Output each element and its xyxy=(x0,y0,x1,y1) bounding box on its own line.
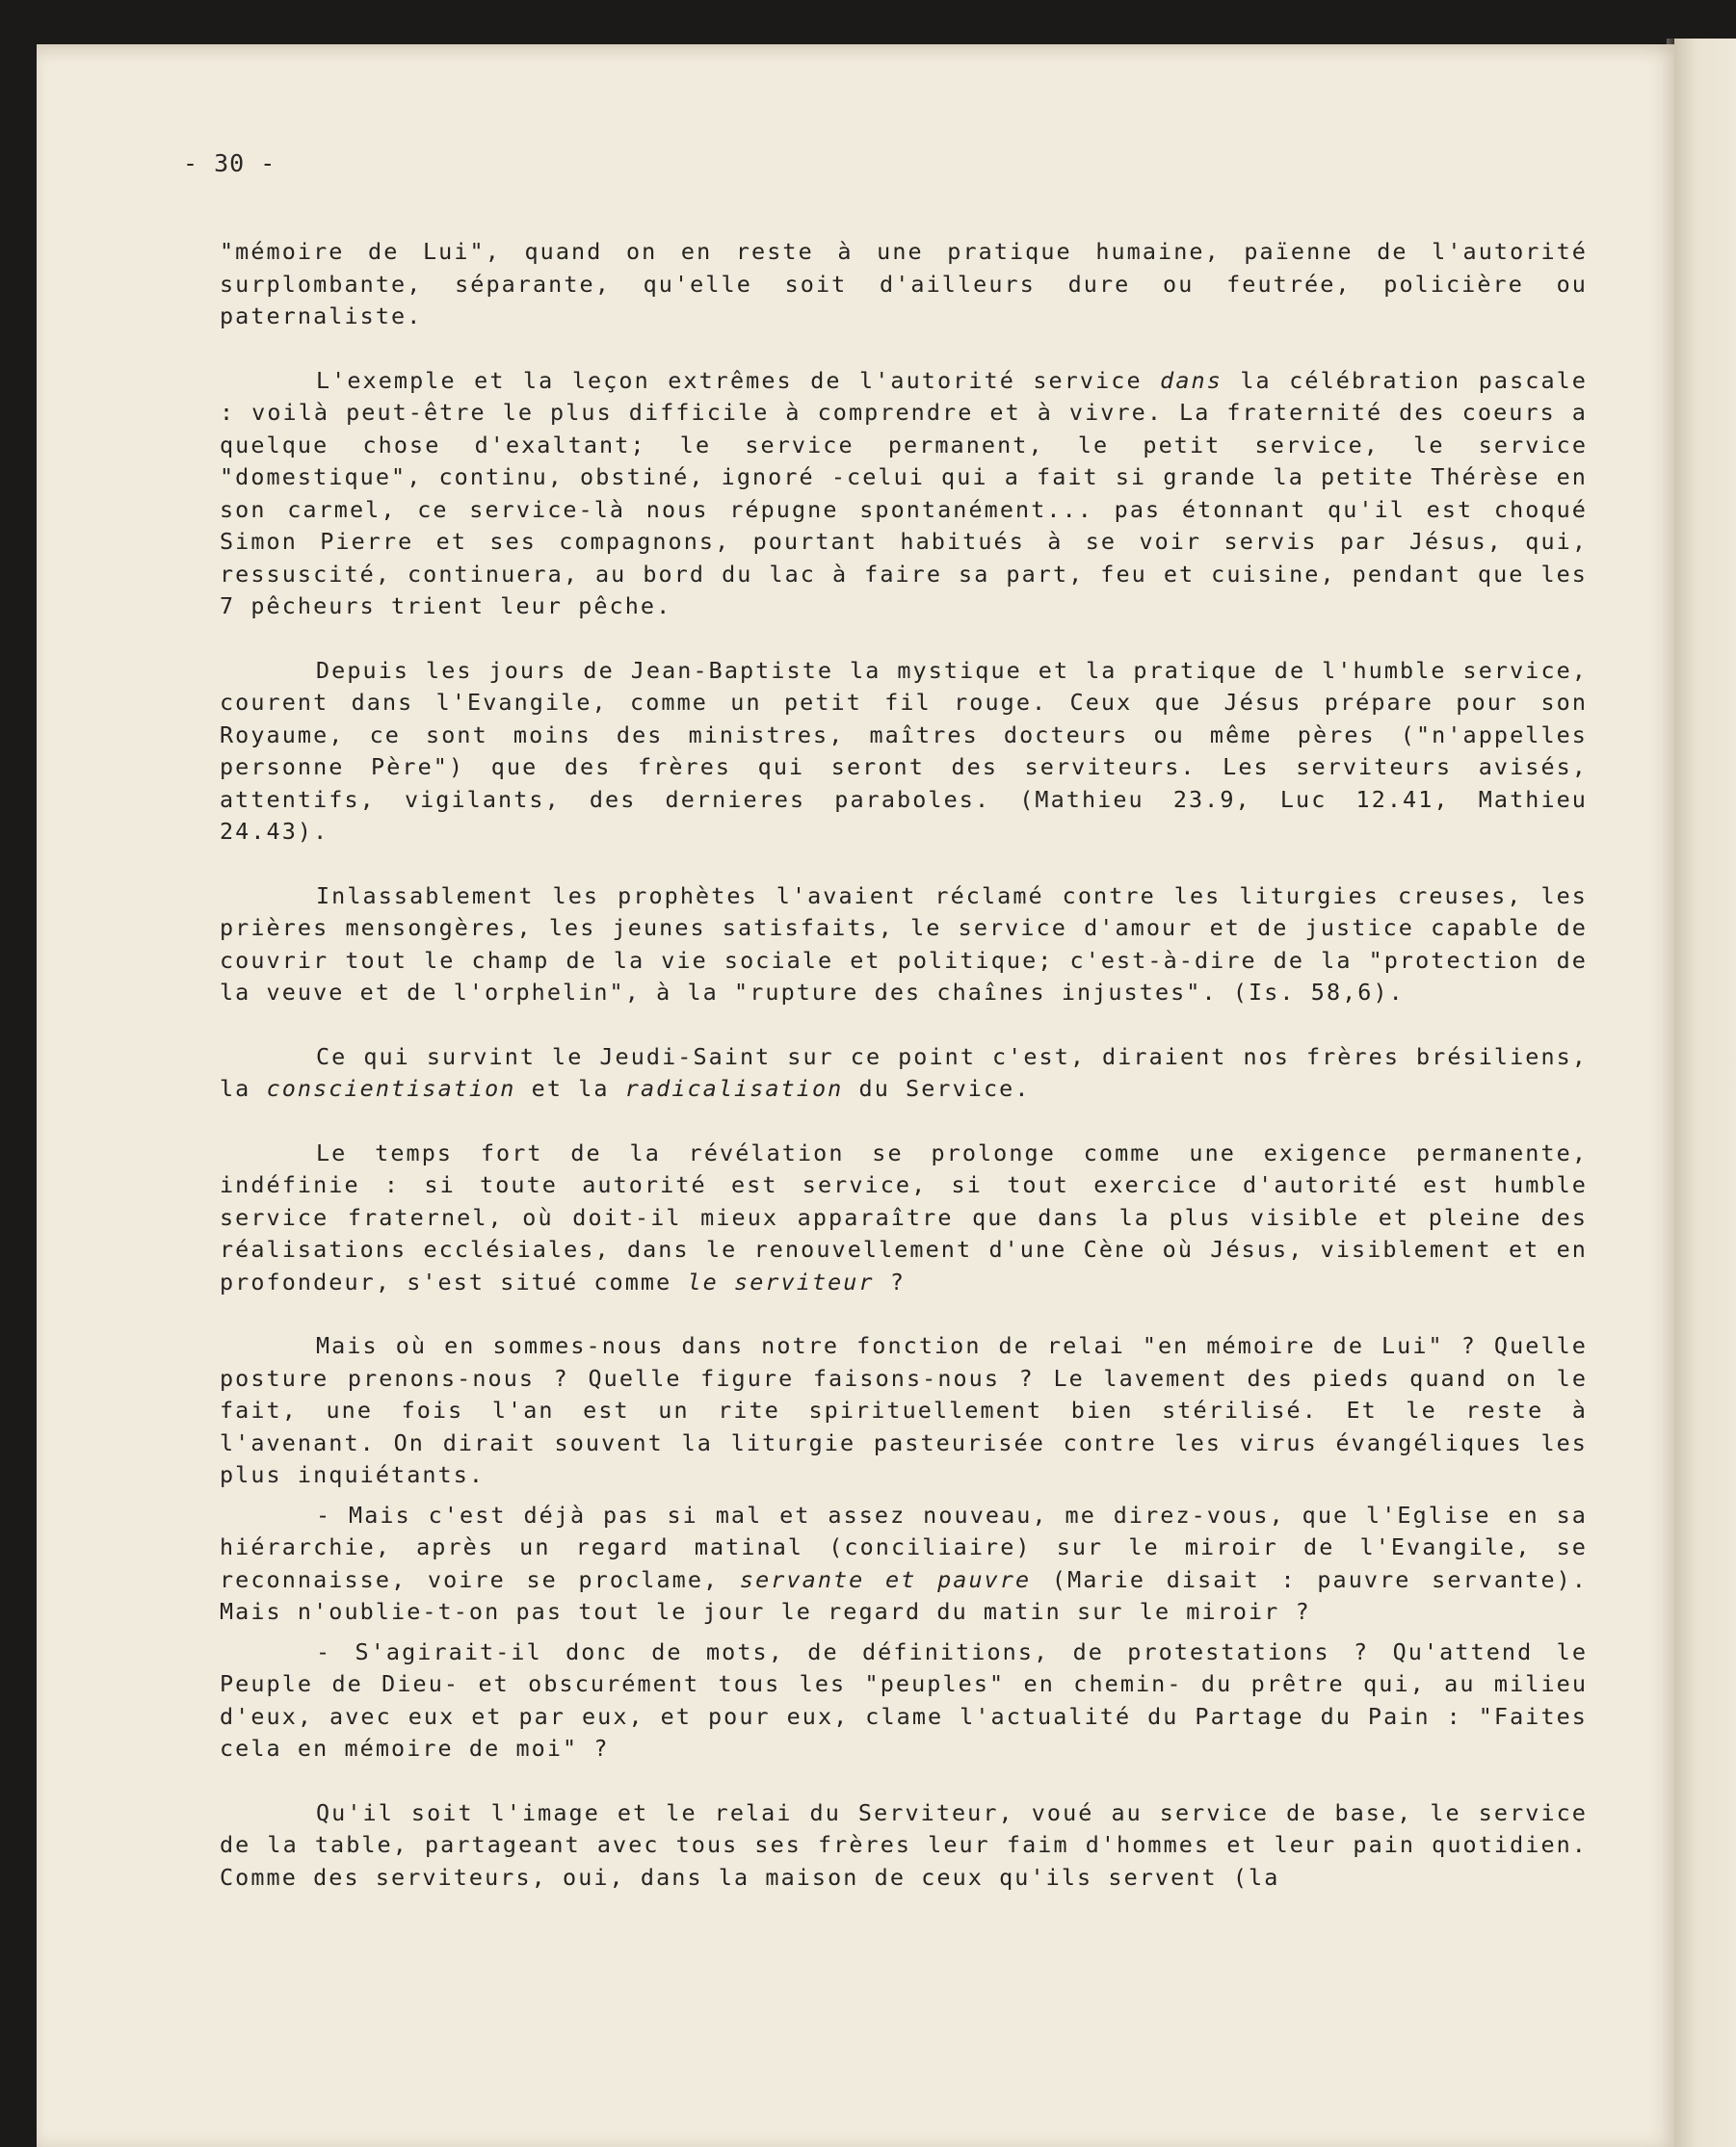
paragraph-4: Inlassablement les prophètes l'avaient réclamé contre les liturgies creuses, les prières mensongères, les jeunes satisfaits, le service d'amour et de justice capable de couvrir tout le champ de la vie sociale et politique; c'est-à-dire de la "protection de la veuve et de l'orphelin", à la "rupture des chaînes injustes". (Is. 58,6). xyxy=(220,881,1588,1006)
paragraph-1: "mémoire de Lui", quand on en reste à une pratique humaine, païenne de l'autorité surplombante, séparante, qu'elle soit d'ailleurs dure ou feutrée, policière ou paternaliste. xyxy=(220,238,1588,329)
paragraph-10: Qu'il soit l'image et le relai du Serviteur, voué au service de base, le service de la table, partageant avec tous ses frères leur faim d'hommes et leur pain quotidien. Comme des serviteurs, oui, dans la maison de ceux qu'ils servent (la xyxy=(220,1798,1588,1891)
paragraph-7: Mais où en sommes-nous dans notre fonction de relai "en mémoire de Lui" ? Quelle posture prenons-nous ? Quelle figure faisons-nous ? Le lavement des pieds quand on le fait, une fois l'an est un rite spirituellement bien stérilisé. Et le reste à l'avenant. On dirait souvent la liturgie pasteurisée contre les virus évangéliques les plus inquiétants. xyxy=(220,1332,1588,1488)
page-number: - 30 - xyxy=(183,149,276,177)
facing-page-edge xyxy=(1674,39,1736,2147)
paragraph-5: Ce qui survint le Jeudi-Saint sur ce point c'est, diraient nos frères brésiliens, la conscientisation et la radicalisation du Service. xyxy=(220,1042,1588,1102)
paragraph-3: Depuis les jours de Jean-Baptiste la mystique et la pratique de l'humble service, courent dans l'Evangile, comme un petit fil rouge. Ceux que Jésus prépare pour son Royaume, ce sont moins des ministres, maîtres docteurs ou même pères ("n'appelles personne Père") que des frères qui seront des serviteurs. Les serviteurs avisés, attentifs, vigilants, des dernieres paraboles. (Mathieu 23.9, Luc 12.41, Mathieu 24.43). xyxy=(220,656,1588,845)
paragraph-6: Le temps fort de la révélation se prolonge comme une exigence permanente, indéfinie : si toute autorité est service, si tout exercice d'autorité est humble service fraternel, où doit-il mieux apparaître que dans la plus visible et pleine des réalisations ecclésiales, dans le renouvellement d'une Cène où Jésus, visiblement et en profondeur, s'est situé comme le serviteur ? xyxy=(220,1139,1588,1296)
body-text xyxy=(220,236,1588,1925)
paragraph-8: - Mais c'est déjà pas si mal et assez nouveau, me direz-vous, que l'Eglise en sa hiérarchie, après un regard matinal (conciliaire) sur le miroir de l'Evangile, se reconnaisse, voire se proclame, servante et pauvre (Marie disait : pauvre servante). Mais n'oublie-t-on pas tout le jour le regard du matin sur le miroir ? xyxy=(220,1501,1588,1625)
paragraph-9: - S'agirait-il donc de mots, de définitions, de protestations ? Qu'attend le Peuple de Dieu- et obscurément tous les "peuples" en chemin- du prêtre qui, au milieu d'eux, avec eux et par eux, et pour eux, clame l'actualité du Partage du Pain : "Faites cela en mémoire de moi" ? xyxy=(220,1637,1588,1762)
paragraph-2: L'exemple et la leçon extrêmes de l'autorité service dans la célébration pascale : voilà peut-être le plus difficile à comprendre et à vivre. La fraternité des coeurs a quelque chose d'exaltant; le service permanent, le petit service, le service "domestique", continu, obstiné, ignoré -celui qui a fait si grande la petite Thérèse en son carmel, ce service-là nous répugne spontanément... pas étonnant qu'il est choqué Simon Pierre et ses compagnons, pourtant habitués à se voir servis par Jésus, qui, ressuscité, continuera, au bord du lac à faire sa part, feu et cuisine, pendant que les 7 pêcheurs trient leur pêche. xyxy=(220,366,1588,619)
